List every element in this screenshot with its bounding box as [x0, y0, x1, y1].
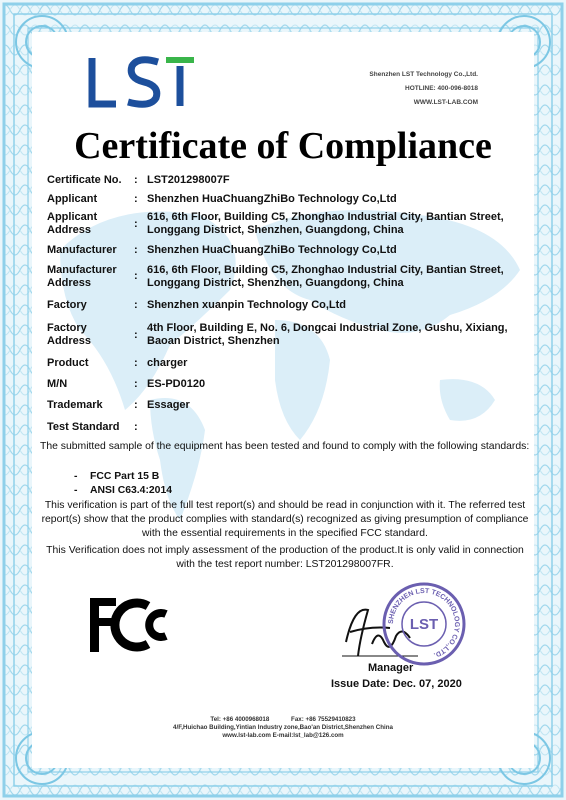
field-value: 616, 6th Floor, Building C5, Zhonghao Industrial City, Bantian Street, Longgang District, Shenzhen, Guangdong, China: [147, 264, 504, 289]
standard-name: ANSI C63.4:2014: [90, 485, 173, 496]
hotline: HOTLINE: 400-096-8018: [405, 85, 478, 92]
field-colon: :: [134, 378, 138, 390]
fcc-logo: [86, 594, 176, 656]
field-label: M/N: [47, 378, 68, 390]
field-colon: :: [134, 399, 138, 411]
field-colon: :: [134, 299, 138, 311]
statement-text: The submitted sample of the equipment has been tested and found to comply with the following standards:: [40, 441, 530, 452]
field-label: Manufacturer Address: [47, 264, 117, 289]
field-value: Shenzhen HuaChuangZhiBo Technology Co,Ltd: [147, 193, 397, 205]
footer-web-email: www.lst-lab.com E-mail:lst_lab@126.com: [222, 732, 344, 739]
field-value: 4th Floor, Building E, No. 6, Dongcai Industrial Zone, Gushu, Xixiang, Baoan District, Shenzhen: [147, 322, 508, 347]
standard-name: FCC Part 15 B: [90, 471, 160, 482]
field-label: Trademark: [47, 399, 103, 411]
lst-logo: [88, 54, 198, 110]
signatory-role: Manager: [368, 662, 414, 674]
field-label: Factory: [47, 299, 87, 311]
field-value: Essager: [147, 399, 190, 411]
field-colon: :: [134, 174, 138, 186]
footer-contact: [0, 716, 566, 723]
certificate-title: Certificate of Compliance: [74, 125, 492, 167]
field-value: charger: [147, 357, 188, 369]
field-colon: :: [134, 270, 138, 282]
company-name: Shenzhen LST Technology Co.,Ltd.: [369, 71, 478, 78]
field-value: Shenzhen xuanpin Technology Co,Ltd: [147, 299, 347, 311]
field-colon: :: [134, 357, 138, 369]
company-seal: [382, 582, 466, 666]
footer-fax: Fax: +86 75529410823: [291, 716, 356, 723]
field-colon: :: [134, 193, 138, 205]
field-colon: :: [134, 244, 138, 256]
verification-validity-text: This Verification does not imply assessment of the production of the product.It is only valid in connection with the test report number: LST201298007FR.: [46, 545, 524, 570]
standard-dash: -: [74, 485, 78, 496]
field-colon: :: [134, 218, 138, 230]
website: WWW.LST-LAB.COM: [413, 99, 478, 106]
standard-dash: -: [74, 471, 78, 482]
verification-text: This verification is part of the full test report(s) and should be read in conjunction with it. The referred test report(s) show that the product complies with standard(s) recognized as giving presumption of compliance with the essential requirements in the specified FCC standard.: [41, 500, 529, 539]
field-colon: :: [134, 421, 138, 433]
field-value: 616, 6th Floor, Building C5, Zhonghao Industrial City, Bantian Street, Longgang District, Shenzhen, Guangdong, China: [147, 211, 504, 236]
field-label: Test Standard: [47, 421, 120, 433]
svg-text:LST: LST: [409, 616, 439, 633]
field-label: Manufacturer: [47, 244, 117, 256]
issue-date: Issue Date: Dec. 07, 2020: [331, 678, 462, 690]
field-label: Applicant Address: [47, 211, 98, 236]
standard-item: [74, 471, 159, 482]
field-value: Shenzhen HuaChuangZhiBo Technology Co,Ltd: [147, 244, 397, 256]
footer-tel: Tel: +86 4000968018: [210, 716, 270, 723]
field-value: ES-PD0120: [147, 378, 206, 390]
standard-item: [74, 485, 172, 496]
field-label: Product: [47, 357, 89, 369]
svg-text:SHENZHEN LST TECHNOLOGY CO.,LT: SHENZHEN LST TECHNOLOGY CO.,LTD.: [387, 587, 461, 659]
field-colon: :: [134, 329, 138, 341]
field-value: LST201298007F: [147, 174, 230, 186]
field-label: Applicant: [47, 193, 98, 205]
field-label: Factory Address: [47, 322, 92, 347]
footer-address: 4/F,Huichao Building,Yintian Industry zone,Bao'an District,Shenzhen China: [173, 724, 393, 731]
field-label: Certificate No.: [47, 174, 122, 186]
